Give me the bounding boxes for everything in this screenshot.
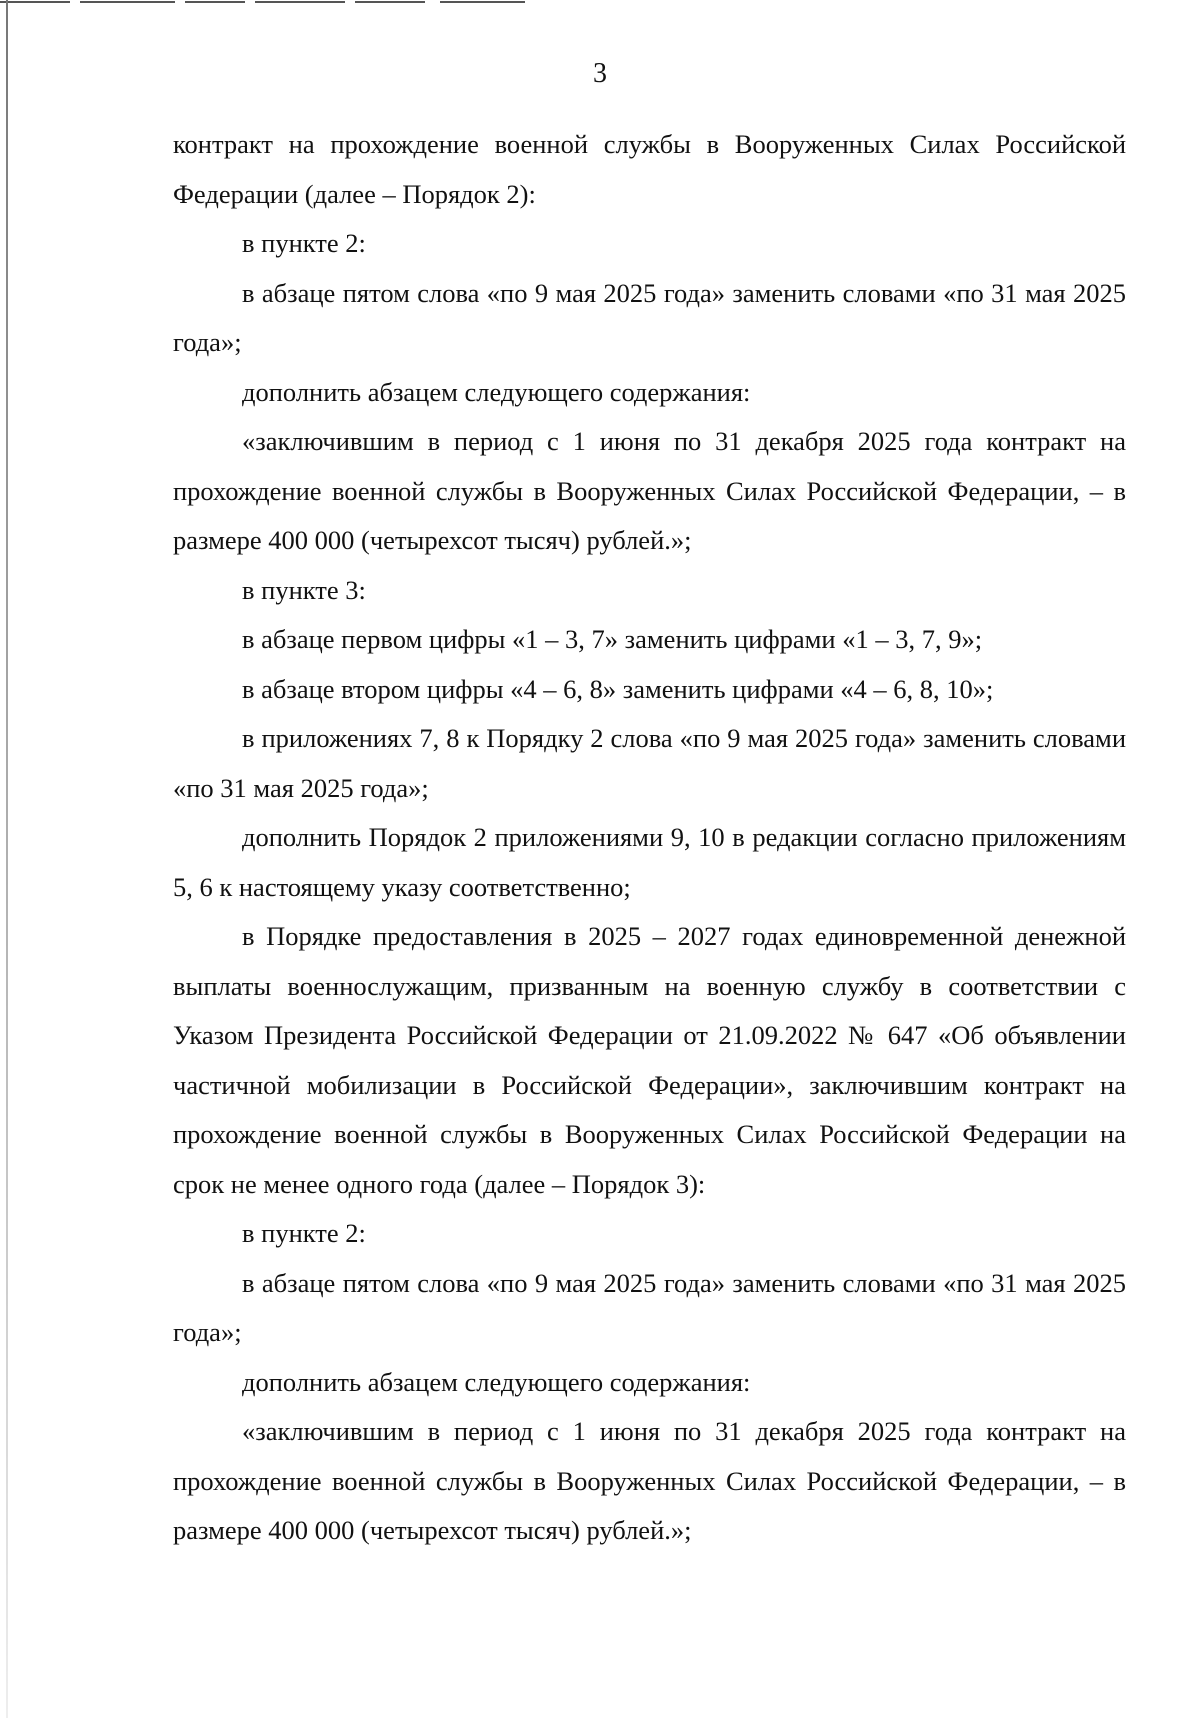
paragraph: дополнить абзацем следующего содержания: bbox=[242, 376, 751, 407]
paragraph: «заключившим в период с 1 июня по 31 декабря 2025 года контракт на прохождение военной службы в Вооруженных Силах Российской Федерации, – в размере 400 000 (четырехсот тысяч) рублей.»; bbox=[173, 426, 1126, 555]
paragraph: в абзаце первом цифры «1 – 3, 7» заменить цифрами «1 – 3, 7, 9»; bbox=[242, 624, 983, 654]
page-number: 3 bbox=[593, 58, 607, 89]
paragraph: в абзаце пятом слова «по 9 мая 2025 года» заменить словами «по 31 мая 2025 года»; bbox=[173, 277, 1126, 357]
paragraph: в Порядке предоставления в 2025 – 2027 годах единовременной денежной выплаты военнослужащим, призванным на военную службу в соответствии с Указом Президента Российской Федерации от 21.09.2022 № 647 «Об объявлении частичной мобилизации в Российской Федерации», заключившим контракт на прохождение военной службы в Вооруженных Силах Российской Федерации на срок не менее одного года (далее – Порядок 3): bbox=[173, 921, 1126, 1199]
paragraph: дополнить абзацем следующего содержания: bbox=[242, 1366, 751, 1397]
paragraph: дополнить Порядок 2 приложениями 9, 10 в редакции согласно приложениям 5, 6 к настоящему указу соответственно; bbox=[173, 822, 1126, 902]
paragraph: в пункте 3: bbox=[242, 574, 366, 605]
paragraph: в абзаце пятом слова «по 9 мая 2025 года» заменить словами «по 31 мая 2025 года»; bbox=[173, 1267, 1126, 1347]
paragraph: контракт на прохождение военной службы в Вооруженных Силах Российской Федерации (далее – Порядок 2): bbox=[173, 129, 1126, 209]
paragraph: «заключившим в период с 1 июня по 31 декабря 2025 года контракт на прохождение военной службы в Вооруженных Силах Российской Федерации, – в размере 400 000 (четырехсот тысяч) рублей.»; bbox=[173, 1416, 1126, 1545]
scan-top-edge bbox=[0, 0, 1200, 8]
paragraph: в приложениях 7, 8 к Порядку 2 слова «по 9 мая 2025 года» заменить словами «по 31 мая 2025 года»; bbox=[173, 723, 1126, 803]
scan-left-edge bbox=[6, 0, 8, 1718]
paragraph: в пункте 2: bbox=[242, 1218, 366, 1248]
paragraph: в абзаце втором цифры «4 – 6, 8» заменить цифрами «4 – 6, 8, 10»; bbox=[242, 673, 994, 704]
document-body bbox=[173, 120, 1126, 1556]
paragraph: в пункте 2: bbox=[242, 228, 366, 258]
